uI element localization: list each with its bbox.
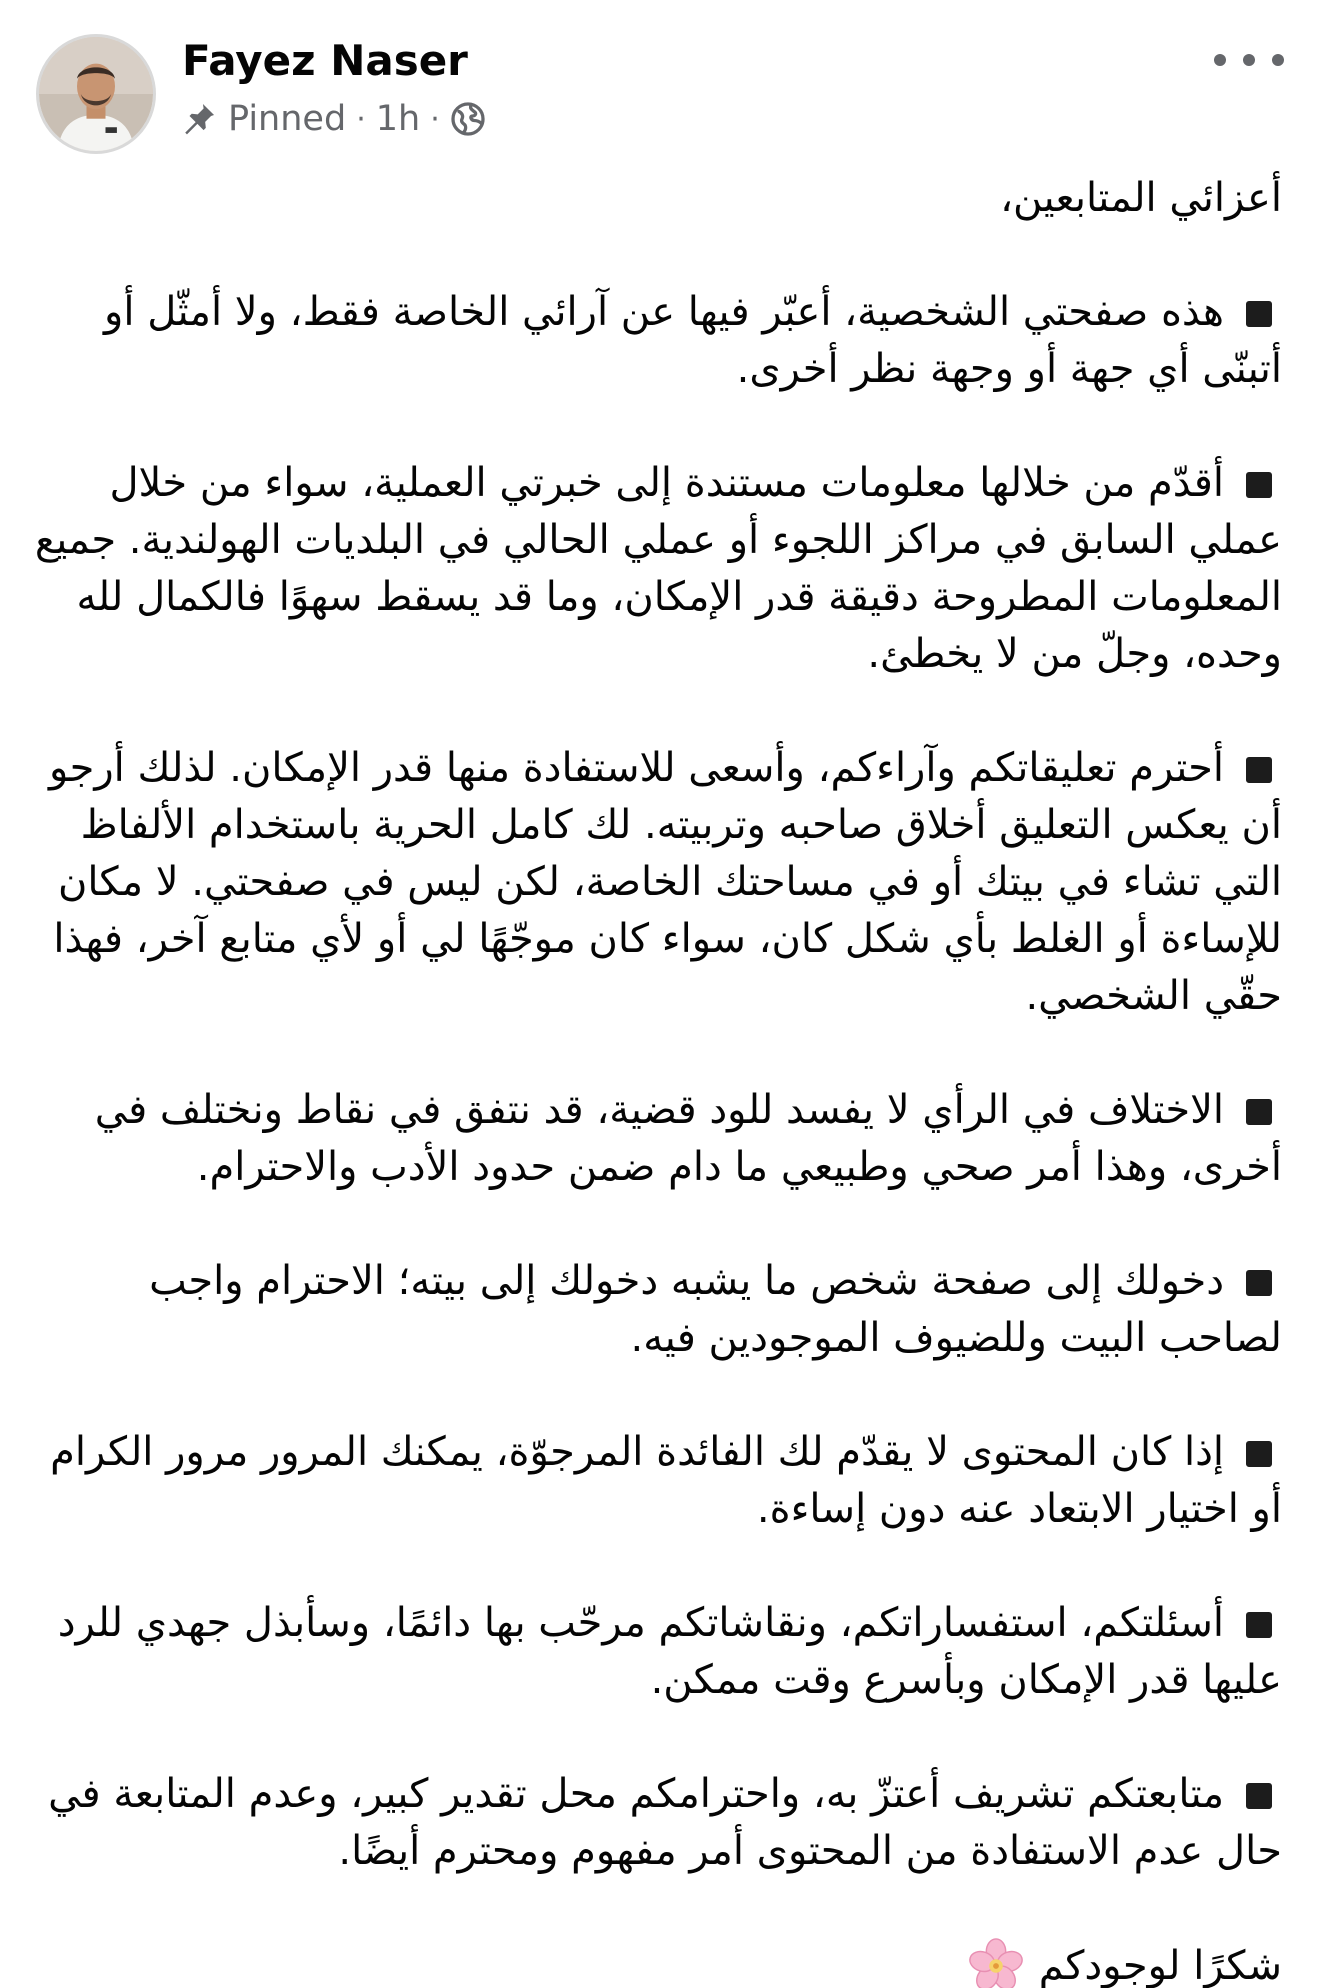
paragraph-text: إذا كان المحتوى لا يقدّم لك الفائدة المرجوّة، يمكنك المرور مرور الكرام أو اختيار الابتعاد عنه دون إساءة. xyxy=(50,1429,1282,1532)
more-options-button[interactable] xyxy=(1214,40,1284,80)
avatar-photo xyxy=(39,37,153,151)
paragraph-text: أقدّم من خلالها معلومات مستندة إلى خبرتي العملية، سواء من خلال عملي السابق في مراكز اللجوء أو عملي الحالي في البلديات الهولندية. جميع المعلومات المطروحة دقيقة قدر الإمكان، وما قد يسقط سهوًا فالكمال لله وحده، وجلّ من لا يخطئ. xyxy=(34,460,1282,677)
bullet-square-icon xyxy=(1246,1441,1272,1467)
post-greeting: أعزائي المتابعين، xyxy=(1000,175,1282,221)
post-closing xyxy=(30,1937,1282,1988)
bullet-square-icon xyxy=(1246,757,1272,783)
paragraph-text: أسئلتكم، استفساراتكم، ونقاشاتكم مرحّب بها دائمًا، وسأبذل جهدي للرد عليها قدر الإمكان وبأسرع وقت ممكن. xyxy=(57,1600,1282,1703)
post-paragraph xyxy=(30,740,1282,1025)
post-paragraph xyxy=(30,284,1282,398)
post-text xyxy=(30,170,1282,1988)
closing-text: شكرًا لوجودكم xyxy=(1038,1942,1282,1988)
more-options-icon xyxy=(1214,54,1226,66)
bullet-square-icon xyxy=(1246,1783,1272,1809)
post-meta xyxy=(180,96,486,142)
post-paragraph xyxy=(30,1766,1282,1880)
pin-icon xyxy=(180,100,218,138)
more-options-icon xyxy=(1272,54,1284,66)
paragraph-text: متابعتكم تشريف أعتزّ به، واحترامكم محل تقدير كبير، وعدم المتابعة في حال عدم الاستفادة من المحتوى أمر مفهوم ومحترم أيضًا. xyxy=(48,1771,1282,1874)
bullet-square-icon xyxy=(1246,472,1272,498)
post-paragraph xyxy=(30,1595,1282,1709)
paragraph-text: أحترم تعليقاتكم وآراءكم، وأسعى للاستفادة منها قدر الإمكان. لذلك أرجو أن يعكس التعليق أخلاق صاحبه وتربيته. لك كامل الحرية باستخدام الألفاظ التي تشاء في بيتك أو في مساحتك الخاصة، لكن ليس في صفحتي. لا مكان للإساءة أو الغلط بأي شكل كان، سواء كان موجّهًا لي أو لأي متابع آخر، فهذا حقّي الشخصي. xyxy=(48,745,1282,1019)
bullet-square-icon xyxy=(1246,1270,1272,1296)
paragraph-text: الاختلاف في الرأي لا يفسد للود قضية، قد نتفق في نقاط ونختلف في أخرى، وهذا أمر صحي وطبيعي ما دام ضمن حدود الأدب والاحترام. xyxy=(94,1087,1282,1190)
avatar[interactable] xyxy=(36,34,156,154)
bullet-square-icon xyxy=(1246,1612,1272,1638)
meta-separator: · xyxy=(356,101,366,137)
paragraph-text: هذه صفحتي الشخصية، أعبّر فيها عن آرائي الخاصة فقط، ولا أمثّل أو أتبنّى أي جهة أو وجهة نظر أخرى. xyxy=(104,289,1282,392)
post-paragraph xyxy=(30,455,1282,683)
post-paragraph xyxy=(30,1424,1282,1538)
meta-separator: · xyxy=(430,101,440,137)
globe-icon[interactable] xyxy=(450,101,486,137)
paragraph-text: دخولك إلى صفحة شخص ما يشبه دخولك إلى بيته؛ الاحترام واجب لصاحب البيت وللضيوف الموجودين فيه. xyxy=(149,1258,1282,1361)
bullet-square-icon xyxy=(1246,1099,1272,1125)
author-name[interactable]: Fayez Naser xyxy=(182,36,468,85)
bullet-square-icon xyxy=(1246,301,1272,327)
post-header xyxy=(0,0,1320,150)
more-options-icon xyxy=(1243,54,1255,66)
post-paragraph xyxy=(30,1253,1282,1367)
cherry-blossom-icon xyxy=(967,1937,1025,1988)
post-time[interactable]: 1h xyxy=(375,99,421,139)
pinned-label: Pinned xyxy=(228,99,347,139)
post-paragraph xyxy=(30,1082,1282,1196)
